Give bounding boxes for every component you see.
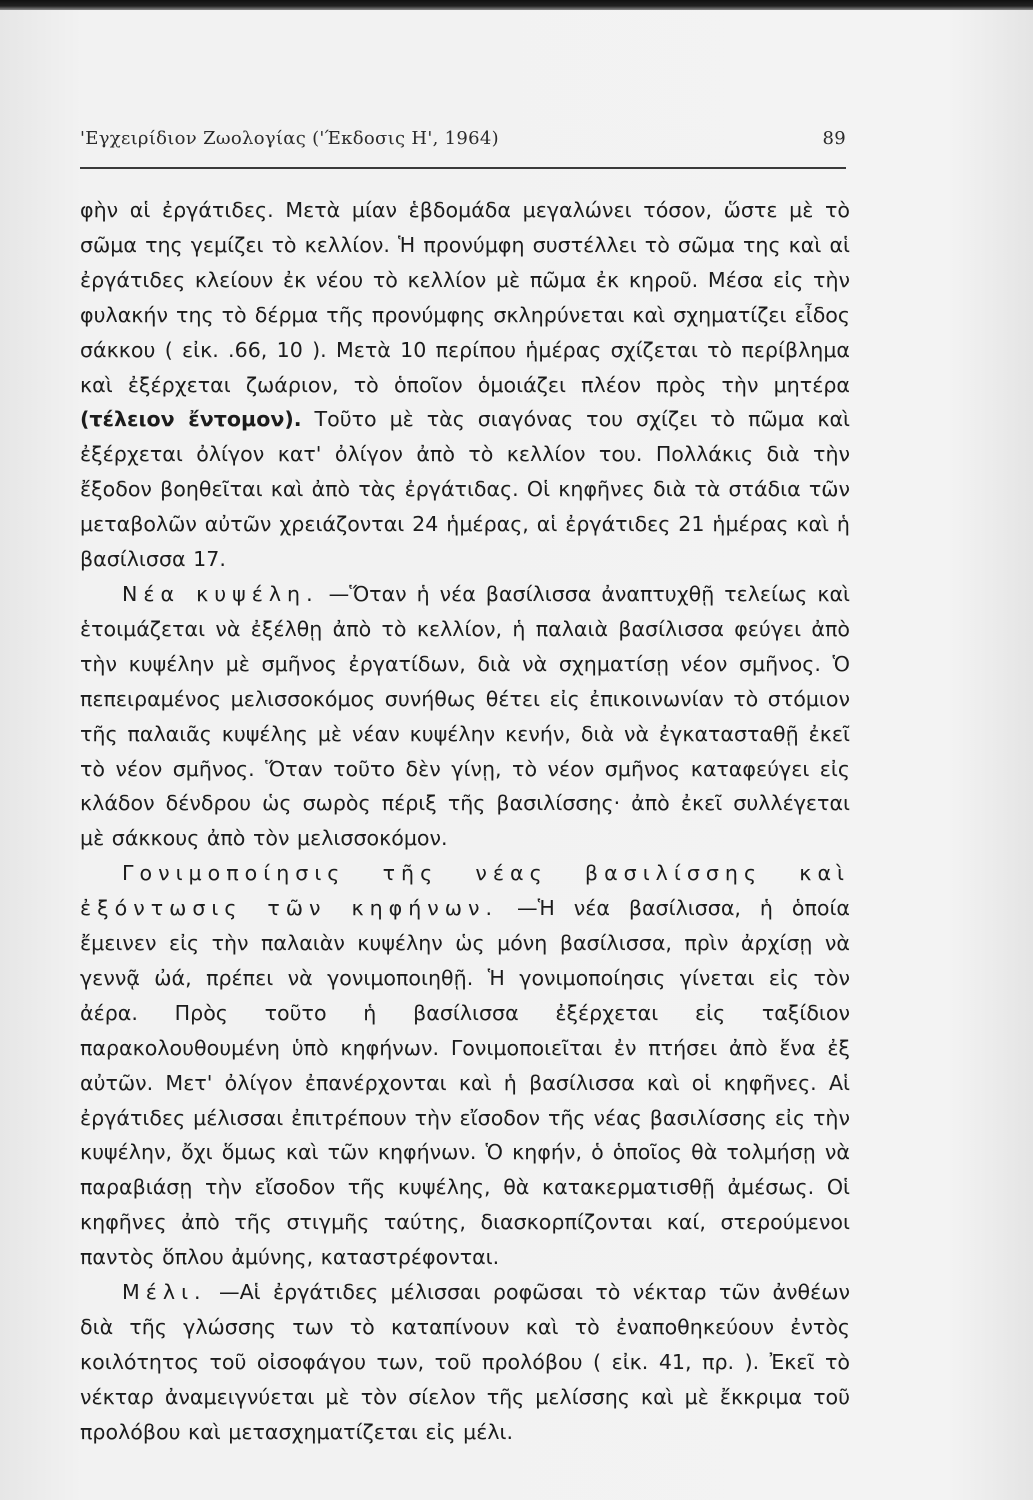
page-number: 89: [822, 128, 846, 149]
paragraph-4-text: —Αἱ ἐργάτιδες μέλισσαι ροφῶσαι τὸ νέκταρ τῶν ἀνθέων διὰ τῆς γλώσσης των τὸ καταπίνουν καὶ τὸ ἐναποθηκεύουν ἐντὸς κοιλότητος τοῦ οἰσοφάγου των, τοῦ προλόβου ( εἰκ. 41, πρ. ). Ἐκεῖ τὸ νέκταρ ἀναμειγνύεται μὲ τὸν σίελον τῆς μελίσσης καὶ μὲ ἔκκριμα τοῦ προλόβου καὶ μετασχηματίζεται εἰς μέλι.: [80, 1280, 851, 1444]
section-heading-fertilization: Γονιμοποίησις τῆς νέας βασιλίσσης καὶ ἐξόντωσις τῶν κηφήνων.: [80, 861, 850, 921]
section-heading-honey: Μέλι.: [122, 1280, 207, 1305]
paragraph-2-text: —Ὅταν ἡ νέα βασίλισσα ἀναπτυχθῇ τελείως καὶ ἑτοιμάζεται νὰ ἐξέλθῃ ἀπὸ τὸ κελλίον, ἡ παλαιὰ βασίλισσα φεύγει ἀπὸ τὴν κυψέλην μὲ σμῆνος ἐργατίδων, διὰ νὰ σχηματίσῃ νέον σμῆνος. Ὁ πεπειραμένος μελισσοκόμος συνήθως θέτει εἰς ἐπικοινωνίαν τὸ στόμιον τῆς παλαιᾶς κυψέλης μὲ νέαν κυψέλην κενήν, διὰ νὰ ἐγκατασταθῇ ἐκεῖ τὸ νέον σμῆνος. Ὅταν τοῦτο δὲν γίνῃ, τὸ νέον σμῆνος καταφεύγει εἰς κλάδον δένδρου ὡς σωρὸς πέριξ τῆς βασιλίσσης· ἀπὸ ἐκεῖ συλλέγεται μὲ σάκκους ἀπὸ τὸν μελισσοκόμον.: [80, 581, 851, 851]
paragraph-4: [80, 1275, 850, 1450]
paragraph-2: [80, 577, 850, 856]
paragraph-3-text: —Ἡ νέα βασίλισσα, ἡ ὁποία ἔμεινεν εἰς τὴν παλαιὰν κυψέλην ὡς μόνη βασίλισσα, πρὶν ἀρχίσῃ νὰ γεννᾷ ὠά, πρέπει νὰ γονιμοποιηθῇ. Ἡ γονιμοποίησις γίνεται εἰς τὸν ἀέρα. Πρὸς τοῦτο ἡ βασίλισσα ἐξέρχεται εἰς ταξίδιον παρακολουθουμένη ὑπὸ κηφήνων. Γονιμοποιεῖται ἐν πτήσει ἀπὸ ἕνα ἐξ αὐτῶν. Μετ' ὀλίγον ἐπανέρχονται καὶ ἡ βασίλισσα καὶ οἱ κηφῆνες. Αἱ ἐργάτιδες μέλισσαι ἐπιτρέπουν τὴν εἴσοδον τῆς νέας βασιλίσσης εἰς τὴν κυψέλην, ὄχι ὅμως καὶ τῶν κηφήνων. Ὁ κηφήν, ὁ ὁποῖος θὰ τολμήσῃ νὰ παραβιάσῃ τὴν εἴσοδον τῆς κυψέλης, θὰ κατακερματισθῇ ἀμέσως. Οἱ κηφῆνες ἀπὸ τῆς στιγμῆς ταύτης, διασκορπίζονται καί, στερούμενοι παντὸς ὅπλου ἀμύνης, καταστρέφονται.: [80, 896, 850, 1270]
bold-term: (τέλειον ἔντομον).: [80, 407, 302, 432]
scan-top-edge: [0, 0, 1033, 10]
section-heading-new-hive: Νέα κυψέλη.: [122, 581, 319, 606]
paragraph-1-text-b: Τοῦτο μὲ τὰς σιαγόνας του σχίζει τὸ πῶμα καὶ ἐξέρχεται ὀλίγον κατ' ὀλίγον ἀπὸ τὸ κελλίον του. Πολλάκις διὰ τὴν ἔξοδον βοηθεῖται καὶ ἀπὸ τὰς ἐργάτιδας. Οἱ κηφῆνες διὰ τὰ στάδια τῶν μεταβολῶν αὐτῶν χρειάζονται 24 ἡμέρας, αἱ ἐργάτιδες 21 ἡμέρας καὶ ἡ βασίλισσα 17.: [80, 407, 851, 572]
header-title: 'Εγχειρίδιον Ζωολογίας ('Έκδοσις Η', 1964): [80, 128, 499, 149]
paragraph-1: [80, 193, 850, 577]
paragraph-3: [80, 856, 850, 1275]
paragraph-1-text-a: φὴν αἱ ἐργάτιδες. Μετὰ μίαν ἑβδομάδα μεγαλώνει τόσον, ὥστε μὲ τὸ σῶμα της γεμίζει τὸ κελλίον. Ἡ προνύμφη συστέλλει τὸ σῶμα της καὶ αἱ ἐργάτιδες κλείουν ἐκ νέου τὸ κελλίον μὲ πῶμα ἐκ κηροῦ. Μέσα εἰς τὴν φυλακήν της τὸ δέρμα τῆς προνύμφης σκληρύνεται καὶ σχηματίζει εἶδος σάκκου ( εἰκ. .66, 10 ). Μετὰ 10 περίπου ἡμέρας σχίζεται τὸ περίβλημα καὶ ἐξέρχεται ζωάριον, τὸ ὁποῖον ὁμοιάζει πλέον πρὸς τὴν μητέρα: [80, 198, 850, 397]
header-rule: [80, 167, 846, 169]
body-text: [80, 193, 850, 1450]
